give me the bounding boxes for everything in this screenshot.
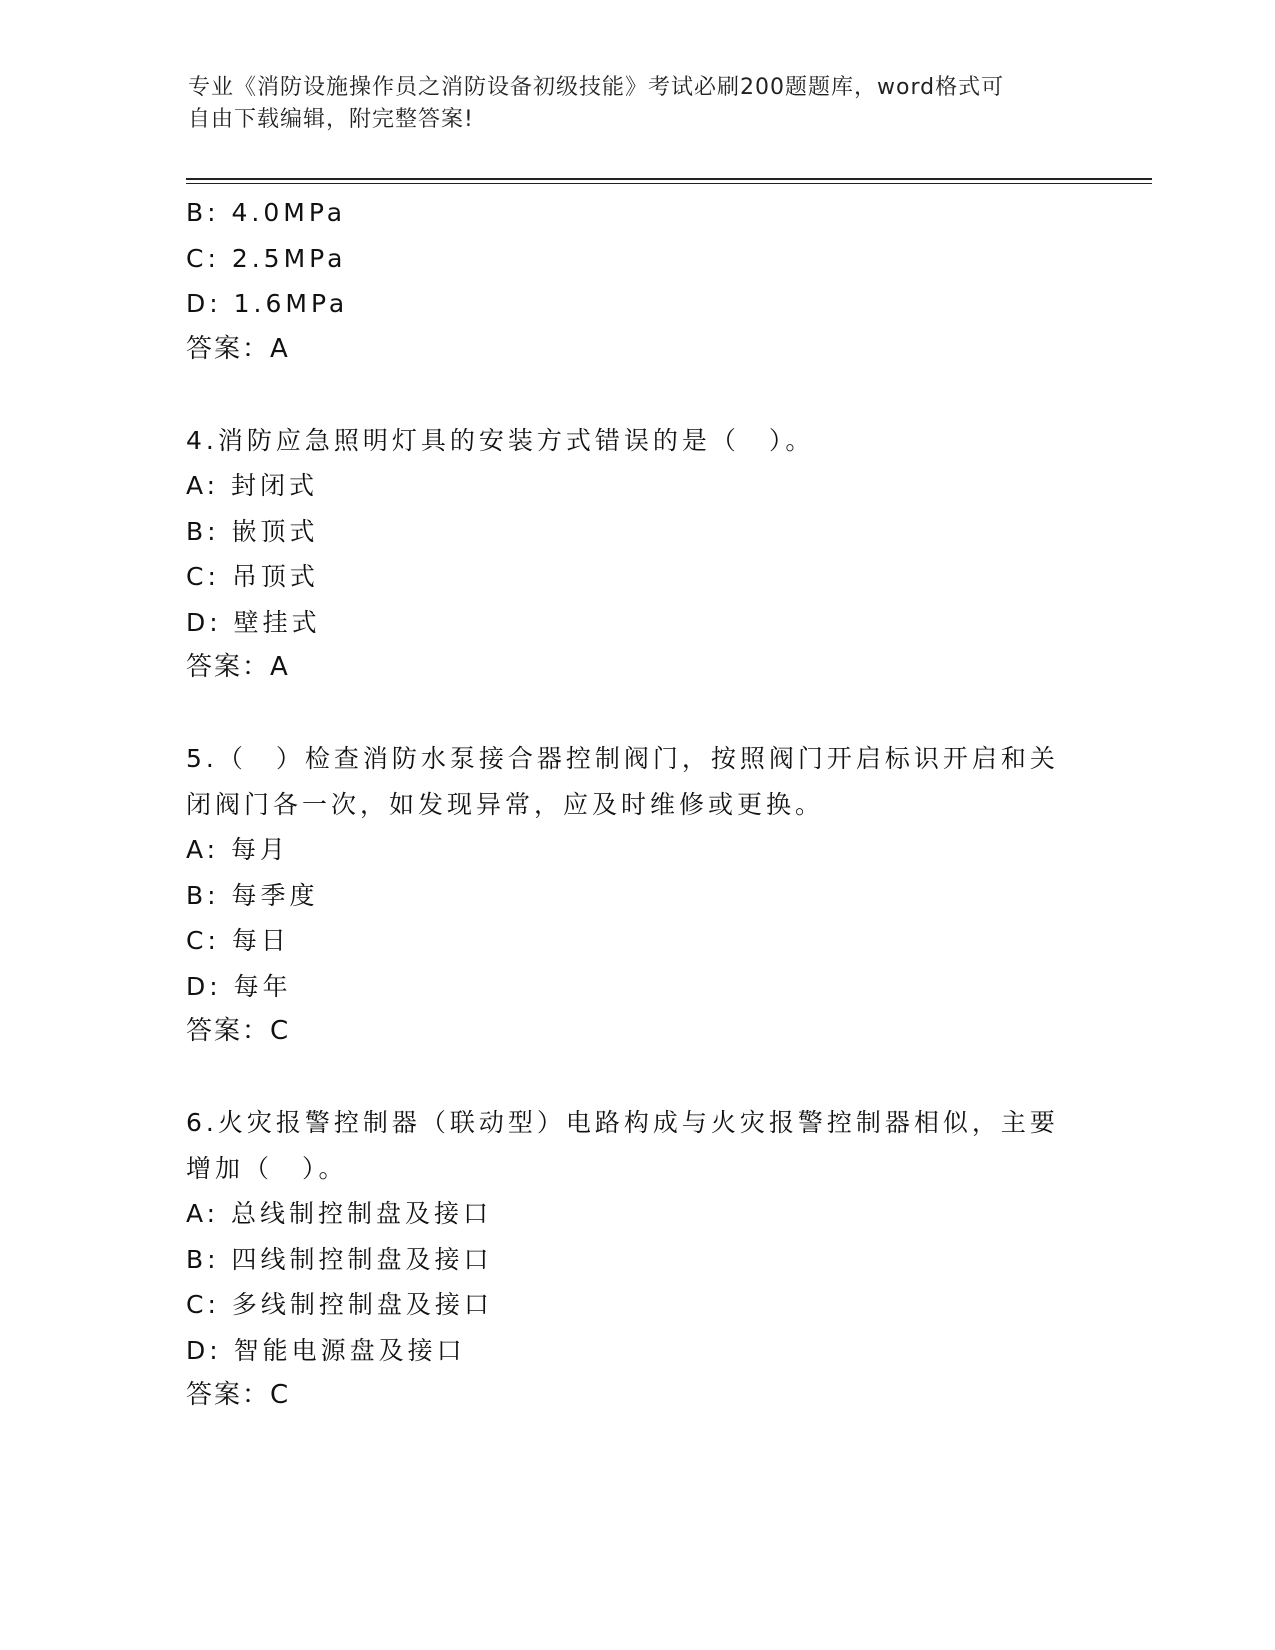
question-text-line-2: 增加（ ）。 — [186, 1153, 348, 1183]
option-c: C: 每日 — [186, 926, 290, 955]
option-d: D: 智能电源盘及接口 — [186, 1335, 466, 1365]
spacer — [186, 1055, 1086, 1101]
question-list — [186, 190, 1086, 1419]
answer: 答案：A — [186, 652, 290, 682]
option-b: B: 嵌顶式 — [186, 516, 319, 546]
question-text: 4.消防应急照明灯具的安装方式错误的是（ ）。 — [186, 425, 815, 455]
question-text-line-1: 5.（ ）检查消防水泵接合器控制阀门，按照阀门开启标识开启和关 — [186, 744, 1059, 773]
spacer — [186, 691, 1086, 737]
answer: 答案：C — [186, 1016, 291, 1046]
option-d: D: 1.6MPa — [186, 289, 349, 318]
option-b: B: 四线制控制盘及接口 — [186, 1244, 493, 1274]
spacer — [186, 372, 1086, 418]
question-3-tail — [186, 190, 1086, 372]
answer: 答案：A — [186, 333, 290, 364]
document-header — [188, 72, 1068, 136]
header-rule-thick — [186, 178, 1152, 180]
question-6 — [186, 1100, 1086, 1419]
option-c: C: 多线制控制盘及接口 — [186, 1290, 493, 1319]
answer: 答案：C — [186, 1380, 291, 1410]
option-c: C: 吊顶式 — [186, 562, 319, 591]
header-rule-thin — [186, 183, 1152, 184]
option-d: D: 壁挂式 — [186, 607, 321, 637]
option-a: A: 封闭式 — [186, 471, 319, 500]
option-b: B: 每季度 — [186, 880, 319, 910]
header-line-1: 专业《消防设施操作员之消防设备初级技能》考试必刷200题题库，word格式可 — [188, 75, 1005, 100]
option-b: B: 4.0MPa — [186, 198, 347, 227]
option-c: C: 2.5MPa — [186, 243, 347, 273]
option-d: D: 每年 — [186, 971, 292, 1001]
question-text-line-1: 6.火灾报警控制器（联动型）电路构成与火灾报警控制器相似，主要 — [186, 1108, 1059, 1137]
option-a: A: 每月 — [186, 835, 290, 864]
option-a: A: 总线制控制盘及接口 — [186, 1199, 493, 1228]
question-4 — [186, 418, 1086, 691]
header-line-2: 自由下载编辑，附完整答案! — [188, 107, 474, 132]
question-5 — [186, 736, 1086, 1055]
question-text-line-2: 闭阀门各一次，如发现异常，应及时维修或更换。 — [186, 789, 825, 819]
